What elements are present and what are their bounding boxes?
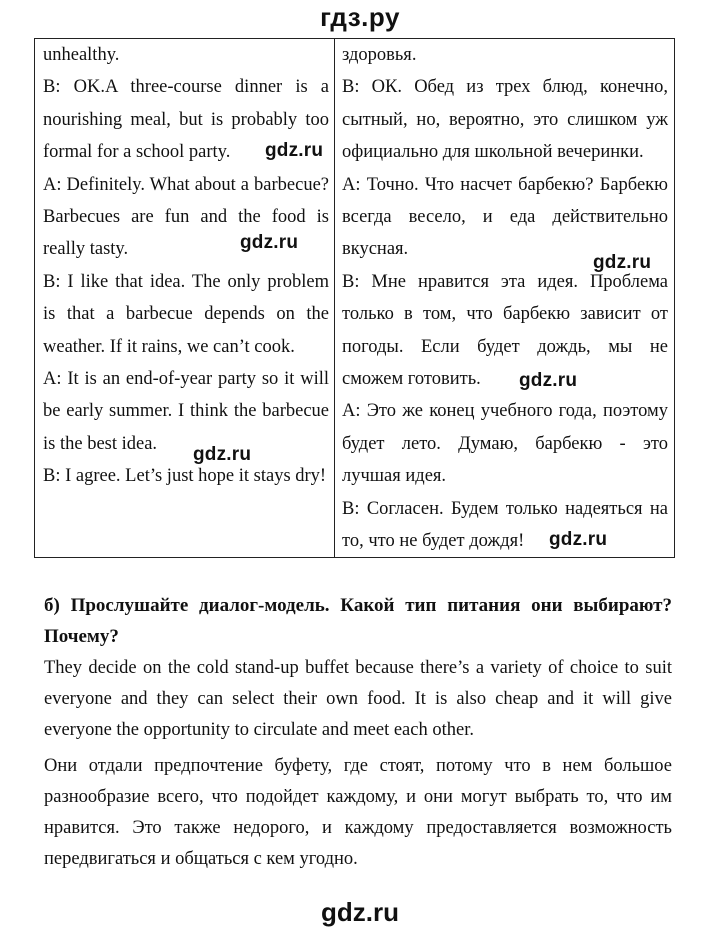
english-column: [43, 39, 329, 493]
russian-line: здоровья.: [342, 45, 417, 65]
russian-line: B: Мне нравится эта идея. Проблема только в том, что барбекю зависит от погоды. Если будет дождь, мы не сможем готовить.: [342, 271, 668, 390]
footer-watermark: gdz.ru: [321, 897, 399, 927]
watermark: gdz.ru: [240, 232, 299, 253]
russian-line: B: ОК. Обед из трех блюд, конечно, сытный, но, вероятно, это слишком уж официально для школьной вечеринки.: [342, 77, 668, 163]
english-line: B: I agree. Let’s just hope it stays dry!: [43, 466, 327, 487]
column-divider: [334, 39, 335, 557]
english-line: A: It is an end-of-year party so it will be early summer. I think the barbecue is the best idea.: [43, 369, 329, 454]
section-heading: б) Прослушайте диалог-модель. Какой тип питания они выбирают? Почему?: [44, 595, 672, 647]
answer-russian: Они отдали предпочтение буфету, где стоят, потому что в нем большое разнообразие всего, что подойдет каждому, и они могут выбрать то, что им нравится. Это также недорого, и каждому предоставляется возможность передвигаться и общаться с кем угодно.: [44, 756, 672, 869]
watermark: gdz.ru: [519, 370, 578, 391]
watermark: gdz.ru: [593, 252, 652, 273]
answer-english: They decide on the cold stand-up buffet because there’s a variety of choice to suit everyone and they can select their own food. It is also cheap and it will give everyone the opportunity to circulate and meet each other.: [44, 658, 672, 740]
english-line: B: I like that idea. The only problem is that a barbecue depends on the weather. If it rains, we can’t cook.: [43, 271, 329, 357]
watermark: gdz.ru: [265, 140, 324, 161]
site-header: гдз.ру: [320, 2, 400, 32]
russian-column: [342, 39, 668, 558]
russian-line: A: Точно. Что насчет барбекю? Барбекю всегда весело, и еда действительно вкусная.: [342, 174, 668, 260]
russian-line: A: Это же конец учебного года, поэтому будет лето. Думаю, барбекю - это лучшая идея.: [342, 401, 668, 487]
dialog-table: [34, 38, 675, 558]
english-line: A: Definitely. What about a barbecue? Barbecues are fun and the food is really tasty.: [43, 174, 329, 260]
english-line: unhealthy.: [43, 45, 120, 65]
english-line: B: OK.A three-course dinner is a nourishing meal, but is probably too formal for a school party.: [43, 77, 329, 163]
russian-line: B: Согласен. Будем только надеяться на то, что не будет дождя!: [342, 498, 668, 552]
watermark: gdz.ru: [193, 444, 252, 465]
watermark: gdz.ru: [549, 529, 608, 550]
